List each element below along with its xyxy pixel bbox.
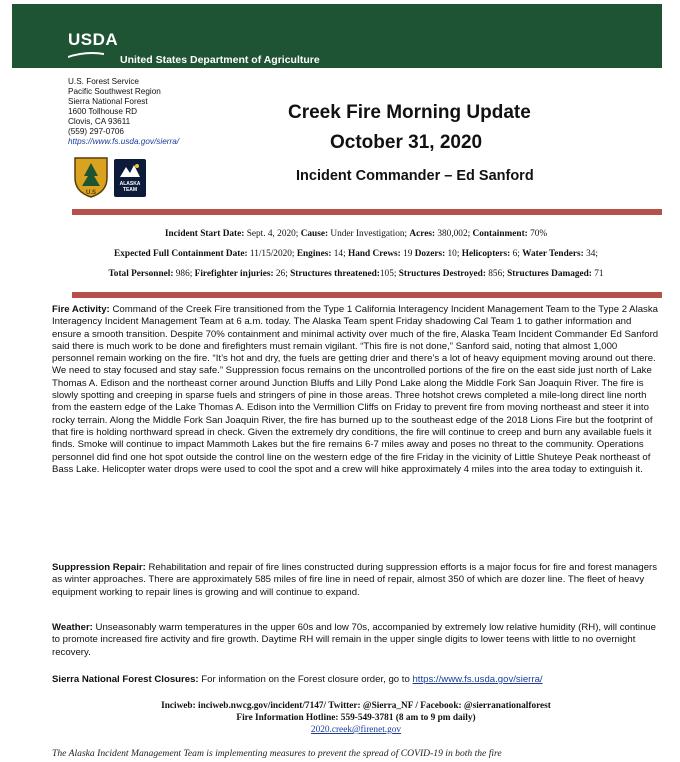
- office-address: [68, 77, 179, 147]
- stat-label: Cause:: [300, 229, 329, 239]
- document-title: Creek Fire Morning Update: [288, 102, 531, 123]
- section-heading: Sierra National Forest Closures:: [52, 674, 199, 685]
- address-line: Pacific Southwest Region: [68, 87, 161, 96]
- footer-hotline: Fire Information Hotline: 559-549-3781 (8 am to 9 pm daily): [236, 713, 476, 723]
- address-line: 1600 Tollhouse RD: [68, 107, 138, 116]
- stats-line-3: [46, 269, 666, 279]
- section-text: Rehabilitation and repair of fire lines constructed during suppression efforts is a major focus for fire and forest managers as winter approaches. There are approximately 585 miles of fire line in need of repair, almost 350 of which are dozer line. The fleet of heavy equipment working to repair lines is growing and will continue to expand.: [52, 562, 658, 598]
- suppression-repair-section: [52, 562, 660, 599]
- stat-value: Sept. 4, 2020;: [246, 229, 299, 239]
- stat-value: 14;: [333, 249, 346, 259]
- document-page: [12, 4, 668, 762]
- address-line: Sierra National Forest: [68, 97, 148, 106]
- alaska-team-logo: [114, 159, 146, 197]
- stat-label: Total Personnel:: [108, 269, 174, 279]
- stat-label: Engines:: [296, 249, 332, 259]
- stat-label: Containment:: [472, 229, 528, 239]
- stat-label: Structures Damaged:: [507, 269, 592, 279]
- stat-label: Hand Crews:: [347, 249, 401, 259]
- divider-top: [72, 209, 662, 215]
- covid-notice: The Alaska Incident Management Team is implementing measures to prevent the spread of COVID-19 in both the fire: [52, 748, 502, 759]
- forest-service-shield-icon: [72, 156, 110, 198]
- stat-label: Acres:: [409, 229, 436, 239]
- stat-label: Structures threatened:: [290, 269, 380, 279]
- section-heading: Weather:: [52, 622, 93, 633]
- stats-line-2: [46, 249, 666, 259]
- stat-label: Expected Full Containment Date:: [114, 249, 248, 259]
- stat-value: 6;: [512, 249, 520, 259]
- section-text: Command of the Creek Fire transitioned from the Type 1 California Interagency Incident Management Team to the Type 2 Alaska Interagency Incident Management Team at 6 a.m. today. The Alaska Team spent Friday shadowing Cal Team 1 to gather information and ensure a smooth transition. Despite 70% containment and minimal activity over much of the fire, Alaska Team Incident Commander Ed Sanford said there is much work to be done and firefighters must remain vigilant. “This fire is not done,” Sanford said, noting that almost 1,000 personnel remain working on the fire. “It’s hot and dry, the fuels are getting drier and there’s a lot of heavy equipment moving around out there. We need to stay focused and stay safe.” Suppression focus remains on the uncontrolled portions of the fire on the east side just north of Lake Thomas A. Edison and the northeast corner around Junction Bluffs and Lilly Pond Lake along the Middle Fork San Joaquin River. The fire is slowly spotting and creeping in sparse fuels and stringers of pine in those areas. Three hotshot crews completed a mile-long direct line north from the eastern edge of the Lake Thomas A. Edison into the Vermillion Cliffs on Friday to prevent fire from moving northeast and steer it into rocky terrain. Along the Middle Fork San Joaquin River, the fire has burned up to the southeast edge of the 2018 Lions Fire but the footprint of that fire is holding northward spread in check. Given the extremely dry conditions, the fire will continue to creep and burn any available fuels it finds. Smoke will continue to impact Mammoth Lakes but the fire remains 6-7 miles away and poses no threat to the community. Operations personnel did find one hot spot outside the control line on the western edge of the fire Friday in the vicinity of Little Shuteye Peak northeast of Bass Lake. Helicopter water drops were used to cool the spot and a crew will hike approximately 4 miles into the area today to extinguish it.: [52, 304, 659, 475]
- stat-label: Dozers:: [414, 249, 446, 259]
- stat-label: Helicopters:: [461, 249, 511, 259]
- stat-label: Structures Destroyed:: [398, 269, 486, 279]
- stat-value: Under Investigation;: [330, 229, 408, 239]
- section-heading: Suppression Repair:: [52, 562, 146, 573]
- closure-order-link[interactable]: https://www.fs.usda.gov/sierra/: [412, 674, 543, 685]
- section-heading: Fire Activity:: [52, 304, 110, 315]
- fire-activity-section: [52, 304, 660, 476]
- department-name: United States Department of Agriculture: [120, 54, 320, 66]
- stat-value: 11/15/2020;: [249, 249, 295, 259]
- divider-bottom: [72, 292, 662, 298]
- forest-website-link[interactable]: https://www.fs.usda.gov/sierra/: [68, 137, 180, 146]
- stat-value: 34;: [586, 249, 598, 259]
- alaska-team-text: ALASKA TEAM: [119, 181, 141, 193]
- stat-value: 986;: [175, 269, 193, 279]
- footer-email-link[interactable]: 2020.creek@firenet.gov: [310, 725, 402, 735]
- stats-line-1: [46, 229, 666, 239]
- address-line: (559) 297-0706: [68, 127, 124, 136]
- stat-value: 105;: [379, 269, 397, 279]
- footer-social: Inciweb: inciweb.nwcg.gov/incident/7147/ Twitter: @Sierra_NF / Facebook: @sierranationalforest: [161, 701, 551, 711]
- stat-value: 26;: [275, 269, 288, 279]
- incident-commander: Incident Commander – Ed Sanford: [296, 168, 534, 184]
- stat-label: Water Tenders:: [522, 249, 584, 259]
- section-text: Unseasonably warm temperatures in the upper 60s and low 70s, accompanied by extremely low relative humidity (RH), will continue to promote increased fire activity and fire growth. Daytime RH will remain in the upper single digits to lower teens with little to no overnight recovery.: [52, 622, 656, 658]
- weather-section: [52, 622, 660, 659]
- stat-value: 10;: [447, 249, 460, 259]
- stat-label: Incident Start Date:: [164, 229, 245, 239]
- section-text: For information on the Forest closure order, go to: [201, 674, 410, 685]
- stat-value: 380,002;: [437, 229, 471, 239]
- stat-value: 856;: [488, 269, 505, 279]
- stat-label: Firefighter injuries:: [194, 269, 274, 279]
- address-line: U.S. Forest Service: [68, 77, 139, 86]
- usda-logo: USDA: [68, 30, 119, 49]
- stat-value: 19: [403, 249, 413, 259]
- stat-value: 70%: [530, 229, 548, 239]
- address-line: Clovis, CA 93611: [68, 117, 131, 126]
- usda-swoosh-icon: [68, 50, 104, 58]
- document-date: October 31, 2020: [330, 132, 483, 153]
- stat-value: 71: [594, 269, 604, 279]
- usda-banner: [12, 4, 662, 68]
- shield-text: U.S: [85, 190, 97, 196]
- closures-section: [52, 674, 660, 686]
